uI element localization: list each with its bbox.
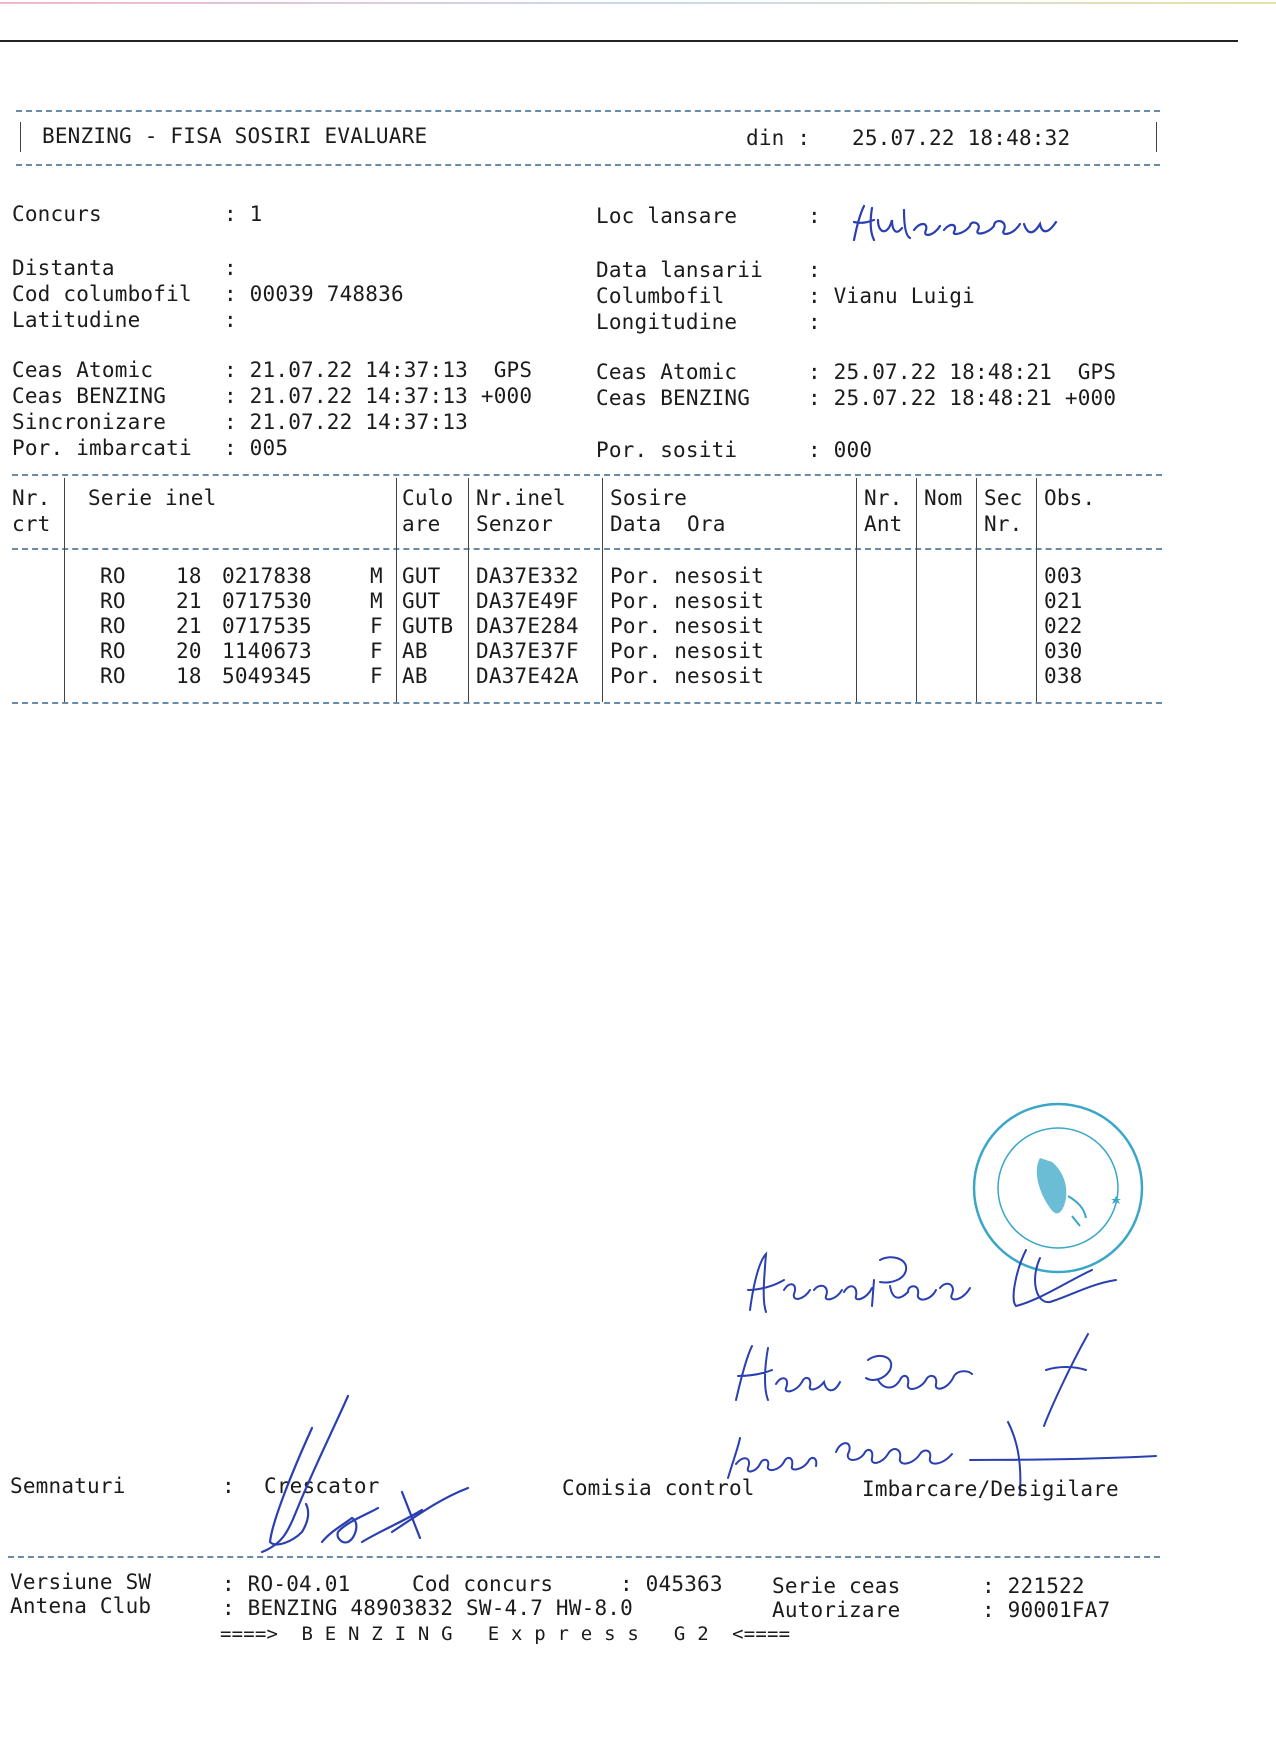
row-ring: 0717535 xyxy=(222,614,312,638)
row-country: RO xyxy=(100,589,126,613)
distanta-value: : xyxy=(224,256,237,280)
header-nr: Nr. xyxy=(12,486,51,510)
row-sensor: DA37E42A xyxy=(476,664,579,688)
row-country: RO xyxy=(100,664,126,688)
row-sensor: DA37E37F xyxy=(476,639,579,663)
breeder-signature xyxy=(252,1392,472,1562)
header-nr-ant: Nr. xyxy=(864,486,903,510)
header-are: are xyxy=(402,512,441,536)
ceas-atomic-end-label: Ceas Atomic xyxy=(596,360,776,384)
columbofil-label: Columbofil xyxy=(596,284,776,308)
row-country: RO xyxy=(100,564,126,588)
header-top-border xyxy=(16,110,1160,112)
por-imbarcati-label: Por. imbarcati xyxy=(12,436,192,460)
header-sec-nr: Nr. xyxy=(984,512,1023,536)
row-arrival: Por. nesosit xyxy=(610,589,765,613)
footer-rule xyxy=(8,1556,1160,1558)
serie-ceas-value: : 221522 xyxy=(982,1574,1085,1598)
row-sex: F xyxy=(370,639,383,663)
concurs-label: Concurs xyxy=(12,202,205,226)
antena-club-label: Antena Club xyxy=(10,1594,152,1618)
ceas-atomic-end-value: : 25.07.22 18:48:21 GPS xyxy=(808,360,1117,384)
row-country: RO xyxy=(100,639,126,663)
cod-concurs-label: Cod concurs xyxy=(412,1572,554,1596)
date-value: 25.07.22 18:48:32 xyxy=(852,126,1071,150)
row-year: 18 xyxy=(176,664,202,688)
ceas-benzing-end-value: : 25.07.22 18:48:21 +000 xyxy=(808,386,1117,410)
row-sex: M xyxy=(370,589,383,613)
row-color: AB xyxy=(402,664,428,688)
row-ring: 0717530 xyxy=(222,589,312,613)
page-title: BENZING - FISA SOSIRI EVALUARE xyxy=(42,124,428,148)
data-lansarii-label: Data lansarii xyxy=(596,258,776,282)
por-sositi-label: Por. sositi xyxy=(596,438,776,462)
concurs-value: : 1 xyxy=(224,202,263,226)
cod-concurs-value: : 045363 xyxy=(620,1572,723,1596)
ceas-benzing-end-label: Ceas BENZING xyxy=(596,386,776,410)
ceas-benzing-start-label: Ceas BENZING xyxy=(12,384,205,408)
table-header-divider xyxy=(12,548,1162,550)
header-sec: Sec xyxy=(984,486,1023,510)
row-color: AB xyxy=(402,639,428,663)
row-ring: 5049345 xyxy=(222,664,312,688)
autorizare-label: Autorizare xyxy=(772,1598,901,1622)
sincronizare-label: Sincronizare xyxy=(12,410,205,434)
data-lansarii-value: : xyxy=(808,258,821,282)
header-crt: crt xyxy=(12,512,51,536)
table-bottom-border xyxy=(12,702,1162,704)
col-sep xyxy=(1036,478,1037,702)
header-sosire: Sosire xyxy=(610,486,688,510)
header-culo: Culo xyxy=(402,486,454,510)
por-sositi-value: : 000 xyxy=(808,438,873,462)
crescator-label: Crescator xyxy=(264,1474,380,1498)
row-ring: 0217838 xyxy=(222,564,312,588)
cod-columbofil-value: : 00039 748836 xyxy=(224,282,404,306)
row-sensor: DA37E284 xyxy=(476,614,579,638)
row-arrival: Por. nesosit xyxy=(610,564,765,588)
imbarcare-desigilare-label: Imbarcare/Desigilare xyxy=(862,1477,1119,1501)
date-label: din : xyxy=(746,126,811,150)
row-sensor: DA37E49F xyxy=(476,589,579,613)
por-imbarcati-value: : 005 xyxy=(224,436,289,460)
header-nom: Nom xyxy=(924,486,963,510)
row-obs: 038 xyxy=(1044,664,1083,688)
row-sensor: DA37E332 xyxy=(476,564,579,588)
row-arrival: Por. nesosit xyxy=(610,639,765,663)
row-country: RO xyxy=(100,614,126,638)
longitudine-value: : xyxy=(808,310,821,334)
header-left-border xyxy=(20,122,21,152)
serie-ceas-label: Serie ceas xyxy=(772,1574,901,1598)
header-serie-inel: Serie inel xyxy=(88,486,217,510)
versiune-sw-label: Versiune SW xyxy=(10,1570,152,1594)
col-sep xyxy=(976,478,977,702)
ceas-benzing-start-value: : 21.07.22 14:37:13 +000 xyxy=(224,384,533,408)
row-color: GUTB xyxy=(402,614,454,638)
col-sep xyxy=(468,478,469,702)
col-sep xyxy=(64,478,65,702)
row-color: GUT xyxy=(402,589,441,613)
header-bottom-border xyxy=(16,164,1160,166)
sincronizare-value: : 21.07.22 14:37:13 xyxy=(224,410,469,434)
row-arrival: Por. nesosit xyxy=(610,614,765,638)
row-sex: M xyxy=(370,564,383,588)
row-obs: 003 xyxy=(1044,564,1083,588)
header-ant: Ant xyxy=(864,512,903,536)
handwritten-launch-place xyxy=(848,200,1078,250)
comisia-control-label: Comisia control xyxy=(562,1476,755,1500)
row-obs: 022 xyxy=(1044,614,1083,638)
header-obs: Obs. xyxy=(1044,486,1096,510)
row-color: GUT xyxy=(402,564,441,588)
columbofil-value: : Vianu Luigi xyxy=(808,284,975,308)
ceas-atomic-start-label: Ceas Atomic xyxy=(12,358,205,382)
scan-edge xyxy=(0,2,1276,4)
autorizare-value: : 90001FA7 xyxy=(982,1598,1111,1622)
latitudine-value: : xyxy=(224,308,237,332)
table-top-border xyxy=(12,474,1162,476)
row-year: 18 xyxy=(176,564,202,588)
col-sep xyxy=(396,478,397,702)
row-obs: 021 xyxy=(1044,589,1083,613)
antena-club-value: : BENZING 48903832 SW-4.7 HW-8.0 xyxy=(222,1596,633,1620)
row-obs: 030 xyxy=(1044,639,1083,663)
latitudine-label: Latitudine xyxy=(12,308,205,332)
loc-lansare-value: : xyxy=(808,204,821,228)
row-sex: F xyxy=(370,664,383,688)
semnaturi-colon: : xyxy=(222,1474,235,1498)
brand-line: ====> B E N Z I N G E x p r e s s G 2 <==== xyxy=(220,1623,791,1645)
header-data-ora: Data Ora xyxy=(610,512,726,536)
distanta-label: Distanta xyxy=(12,256,205,280)
row-arrival: Por. nesosit xyxy=(610,664,765,688)
col-sep xyxy=(916,478,917,702)
row-sex: F xyxy=(370,614,383,638)
semnaturi-label: Semnaturi xyxy=(10,1474,126,1498)
header-right-border xyxy=(1156,122,1157,152)
cod-columbofil-label: Cod columbofil xyxy=(12,282,192,306)
row-ring: 1140673 xyxy=(222,639,312,663)
header-senzor: Senzor xyxy=(476,512,554,536)
longitudine-label: Longitudine xyxy=(596,310,776,334)
row-year: 21 xyxy=(176,614,202,638)
header-nr-inel: Nr.inel xyxy=(476,486,566,510)
versiune-sw-value: : RO-04.01 xyxy=(222,1572,351,1596)
ceas-atomic-start-value: : 21.07.22 14:37:13 GPS xyxy=(224,358,533,382)
top-rule xyxy=(0,40,1238,42)
row-year: 21 xyxy=(176,589,202,613)
col-sep xyxy=(602,478,603,702)
row-year: 20 xyxy=(176,639,202,663)
col-sep xyxy=(856,478,857,702)
loc-lansare-label: Loc lansare xyxy=(596,204,776,228)
